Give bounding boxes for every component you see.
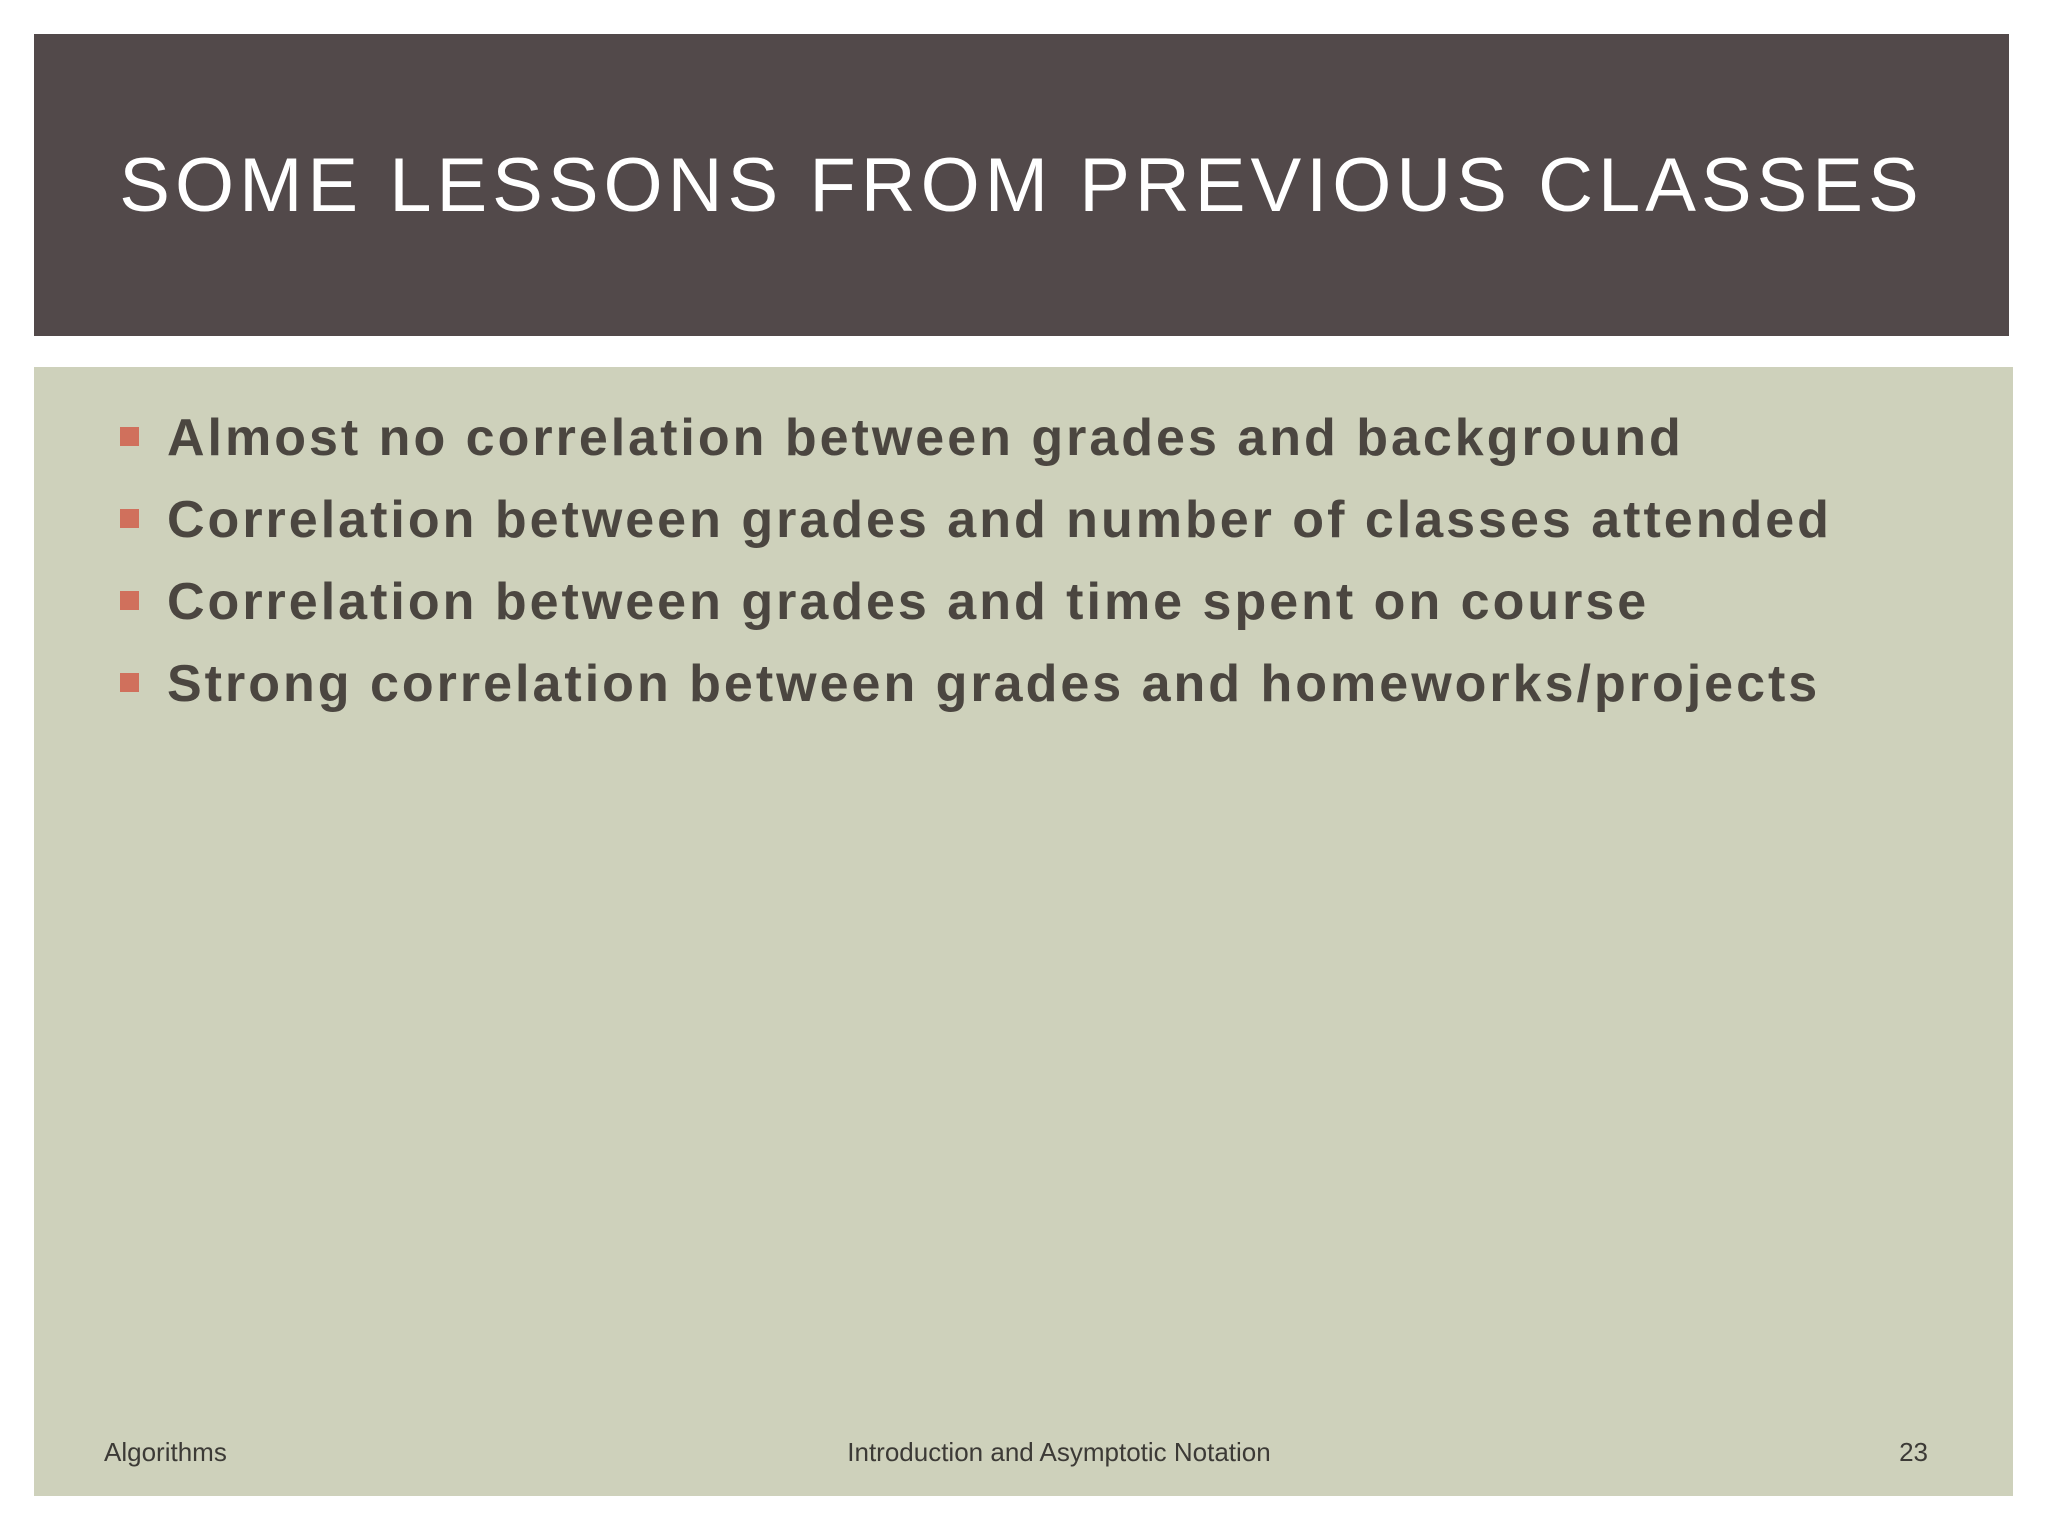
square-bullet-icon [120, 591, 139, 610]
list-item [120, 561, 1832, 643]
footer-lecture-title: Introduction and Asymptotic Notation [847, 1437, 1271, 1467]
slide-footer [34, 1437, 2013, 1477]
slide-title: SOME LESSONS FROM PREVIOUS CLASSES [119, 142, 1924, 228]
bullet-text: Almost no correlation between grades and background [167, 409, 1684, 467]
footer-course-name: Algorithms [104, 1437, 227, 1467]
title-bar [34, 34, 2009, 336]
list-item [120, 397, 1832, 479]
bullet-text: Correlation between grades and number of classes attended [167, 491, 1832, 549]
list-item [120, 479, 1832, 561]
square-bullet-icon [120, 509, 139, 528]
page-number: 23 [1899, 1437, 1928, 1467]
square-bullet-icon [120, 673, 139, 692]
bullet-list [120, 397, 1832, 725]
bullet-text: Correlation between grades and time spent on course [167, 573, 1650, 631]
bullet-text: Strong correlation between grades and homeworks/projects [167, 655, 1821, 713]
square-bullet-icon [120, 427, 139, 446]
list-item [120, 643, 1832, 725]
content-panel [34, 367, 2013, 1496]
